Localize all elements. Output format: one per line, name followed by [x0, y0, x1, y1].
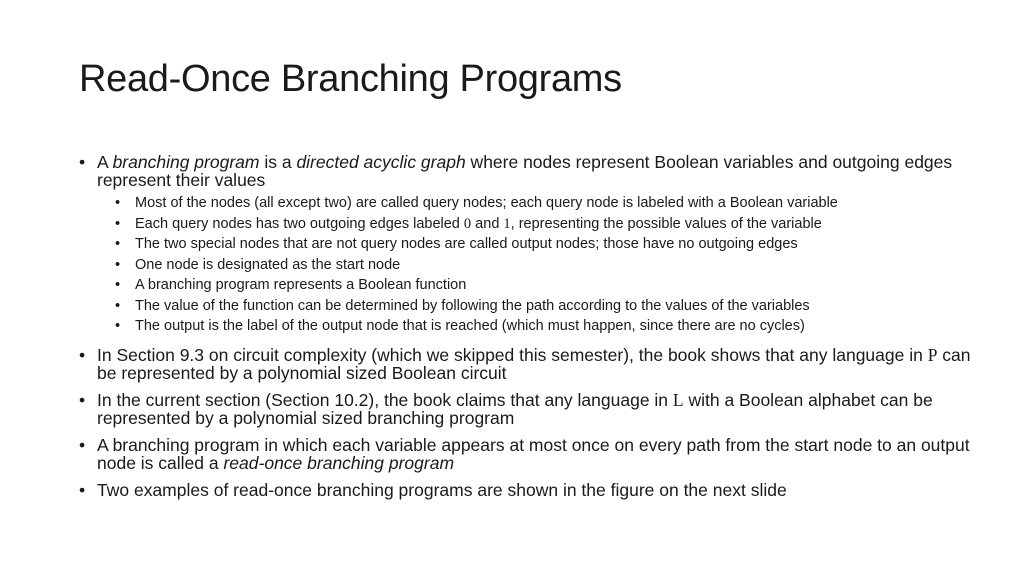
- bullet-marker: •: [79, 389, 86, 410]
- sub-bullet-following-path: [97, 296, 979, 317]
- bullet-marker: •: [115, 215, 121, 232]
- math-class-p: P: [927, 344, 938, 365]
- text: , representing the possible values of the variable: [510, 215, 822, 232]
- text: A branching program in which each variable appears at most once on every path from the start node to an output node is called a: [97, 434, 970, 473]
- bullet-marker: •: [79, 344, 86, 365]
- text: The output is the label of the output node that is reached (which must happen, since there are no cycles): [135, 318, 805, 334]
- bullet-marker: •: [79, 434, 86, 455]
- text: Most of the nodes (all except two) are called query nodes; each query node is labeled with a Boolean variable: [135, 195, 838, 211]
- text: In the current section (Section 10.2), the book claims that any language in: [97, 389, 673, 410]
- bullet-read-once-definition: [79, 436, 979, 472]
- bullet-marker: •: [79, 479, 86, 500]
- emphasis-branching-program: branching program: [112, 152, 260, 172]
- text: A: [97, 152, 113, 172]
- sub-bullet-list: [97, 193, 979, 337]
- bullet-branching-program-definition: [79, 153, 979, 337]
- text: with a Boolean alphabet can be represented by a polynomial sized branching program: [97, 389, 933, 428]
- emphasis-directed-acyclic-graph: directed acyclic graph: [296, 152, 466, 172]
- bullet-current-section: [79, 391, 979, 427]
- sub-bullet-output-label: [97, 316, 979, 337]
- text: is a: [259, 152, 297, 172]
- text: One node is designated as the start node: [135, 256, 401, 273]
- math-one: 1: [503, 215, 511, 232]
- text: can be represented by a polynomial sized Boolean circuit: [97, 344, 971, 383]
- text: The two special nodes that are not query nodes are called output nodes; those have no outgoing edges: [135, 236, 798, 252]
- slide-body: [79, 153, 979, 508]
- sub-bullet-outgoing-edges: [97, 214, 979, 235]
- text: Two examples of read-once branching programs are shown in the figure on the next slide: [97, 479, 787, 500]
- math-zero: 0: [463, 215, 472, 232]
- text: The value of the function can be determined by following the path according to the values of the variables: [135, 297, 810, 314]
- sub-bullet-output-nodes: [97, 234, 979, 255]
- text: A branching program represents a Boolean function: [135, 277, 467, 293]
- text: In Section 9.3 on circuit complexity (which we skipped this semester), the book shows that any language in: [97, 344, 928, 365]
- bullet-marker: •: [115, 277, 121, 293]
- bullet-marker: •: [79, 152, 86, 172]
- math-class-l: L: [672, 389, 684, 410]
- bullet-marker: •: [115, 297, 121, 314]
- bullet-circuit-complexity: [79, 346, 979, 382]
- slide-title: Read-Once Branching Programs: [79, 58, 622, 100]
- emphasis-read-once-branching-program: read-once branching program: [223, 452, 455, 473]
- sub-bullet-start-node: [97, 255, 979, 276]
- bullet-marker: •: [115, 236, 121, 252]
- text: where nodes represent Boolean variables and outgoing edges represent their values: [97, 152, 953, 190]
- text: and: [471, 215, 504, 232]
- bullet-examples: [79, 481, 979, 499]
- bullet-marker: •: [115, 256, 121, 273]
- text: Each query nodes has two outgoing edges labeled: [135, 215, 464, 232]
- sub-bullet-boolean-function: [97, 275, 979, 296]
- bullet-marker: •: [115, 195, 121, 211]
- sub-bullet-query-nodes: [97, 193, 979, 214]
- bullet-marker: •: [115, 318, 121, 334]
